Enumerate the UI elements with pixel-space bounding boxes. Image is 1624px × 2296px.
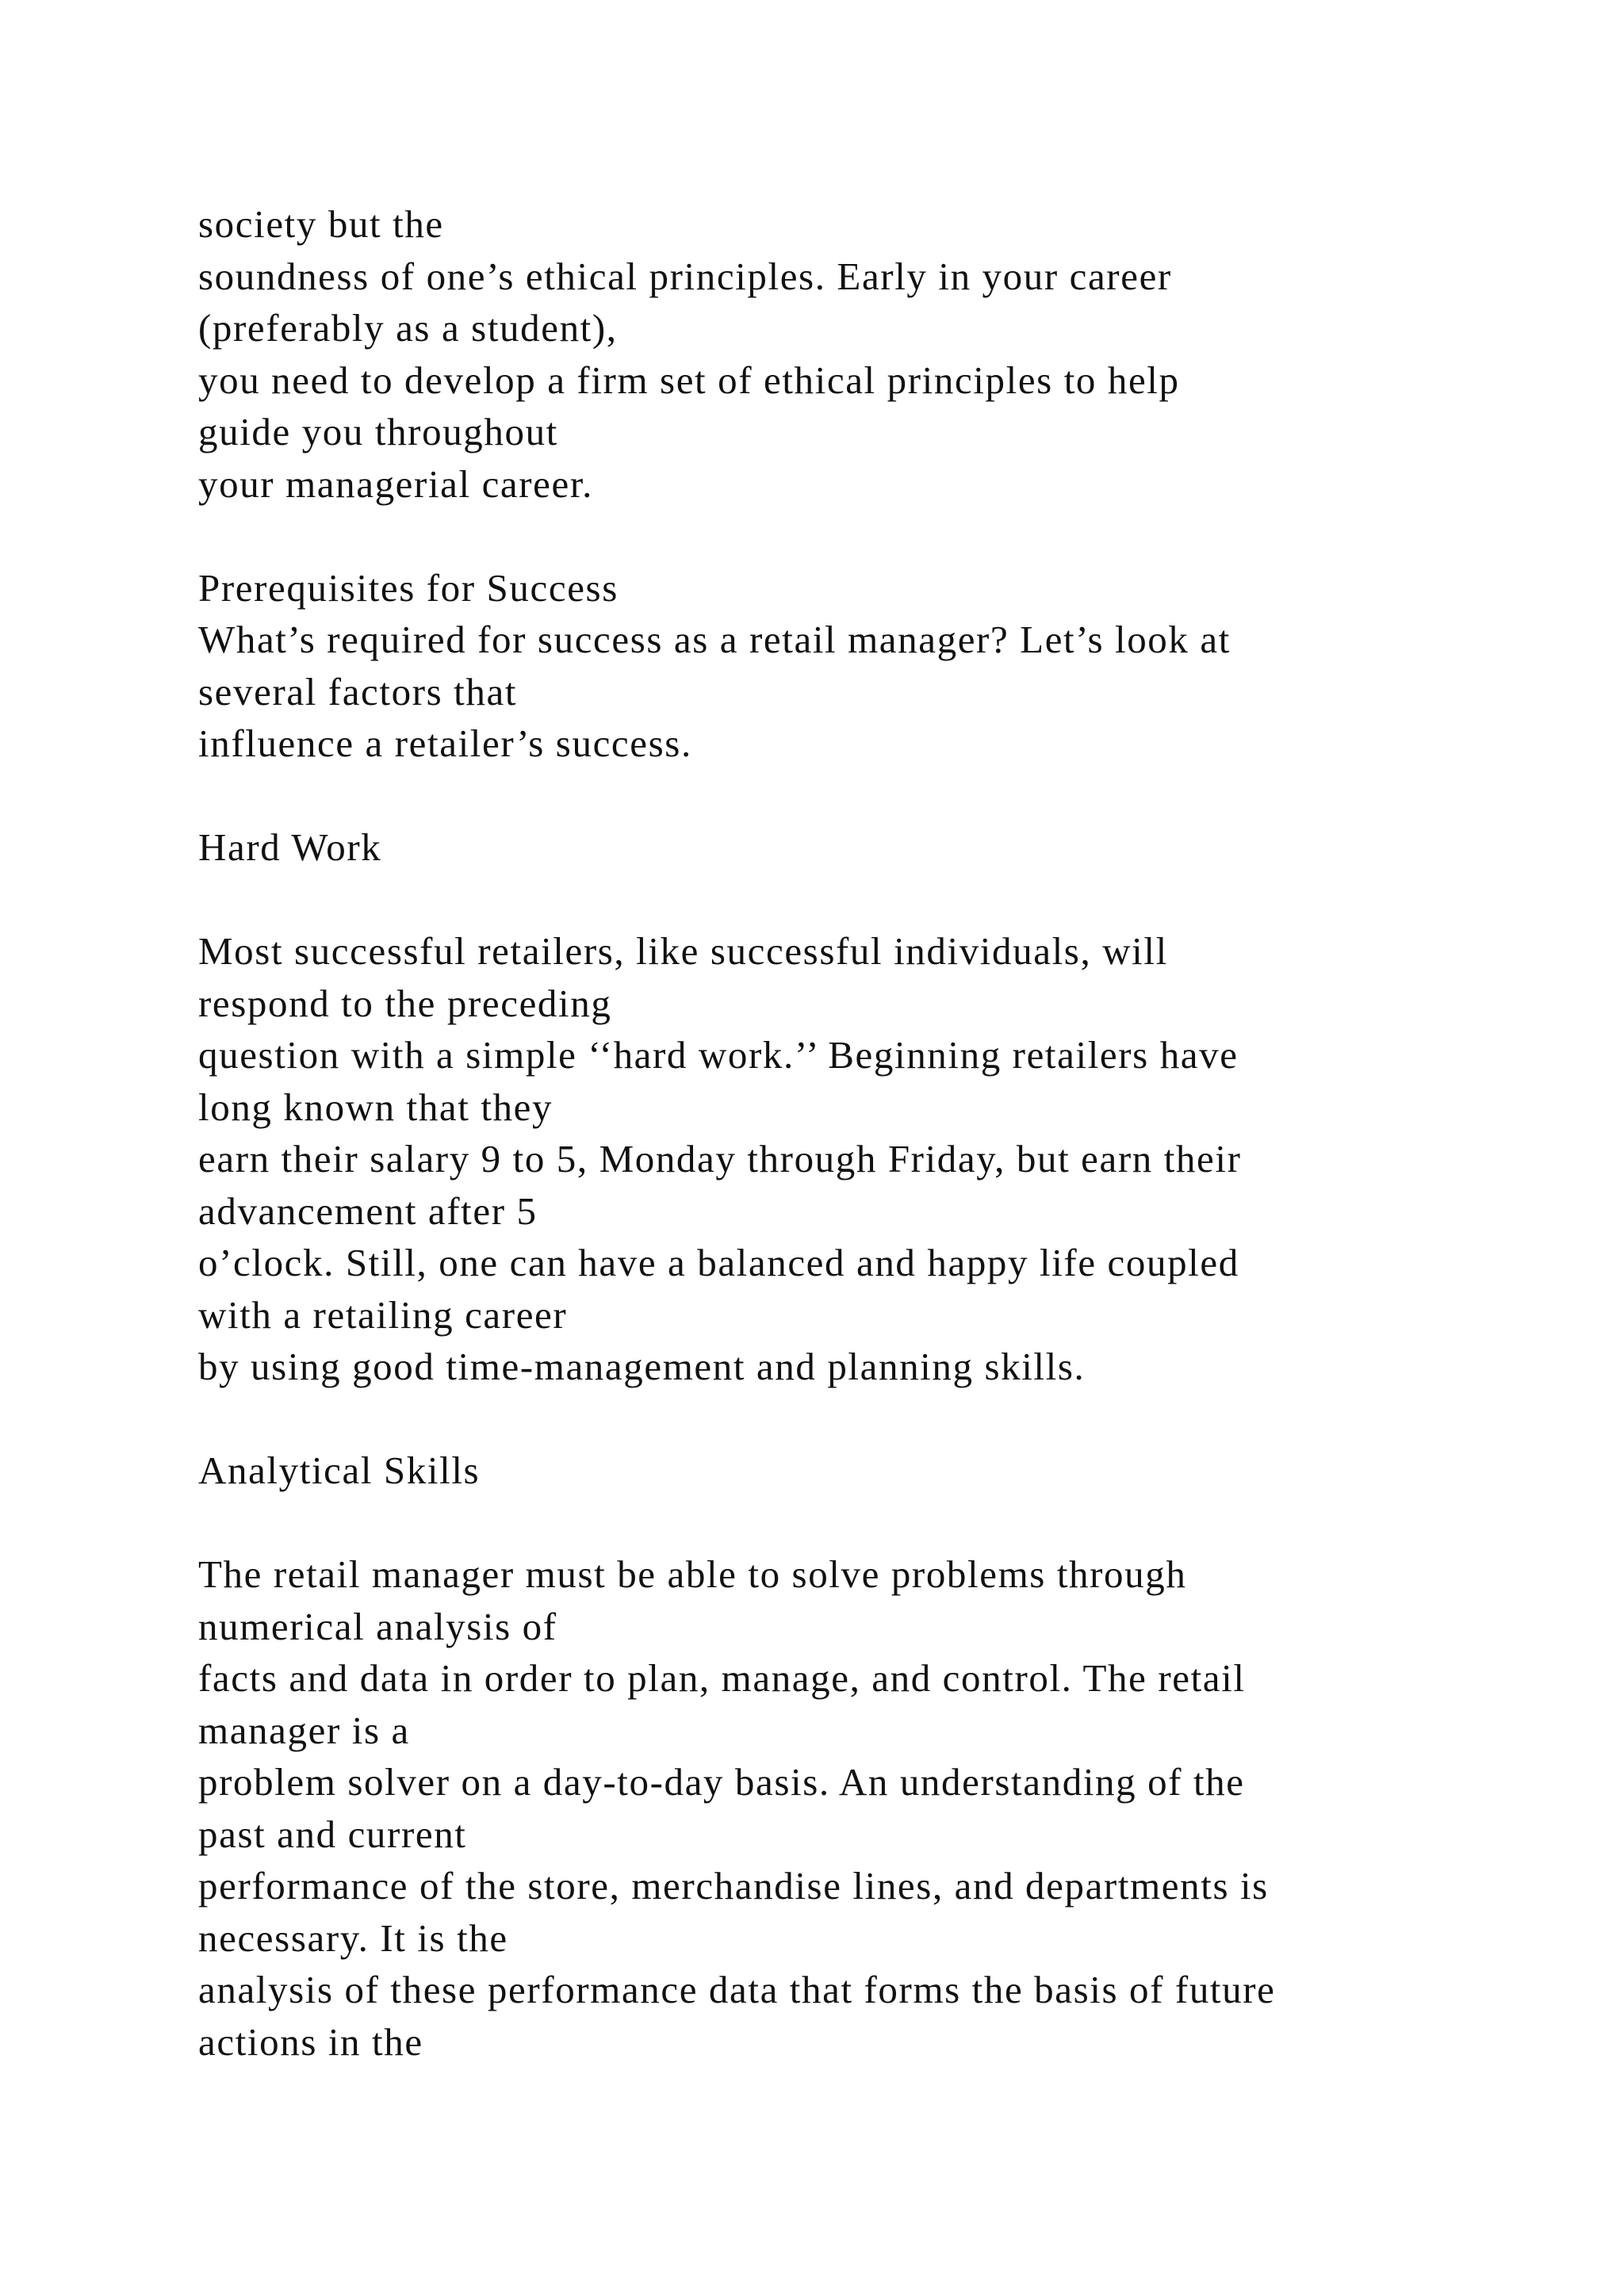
text-line: o’clock. Still, one can have a balanced and happy life coupled [198,1241,1239,1284]
blank-line [198,1393,1546,1445]
blank-line [198,510,1546,562]
text-line: numerical analysis of [198,1604,557,1648]
text-line: (preferably as a student), [198,306,618,350]
text-line: problem solver on a day-to-day basis. An understanding of the [198,1760,1245,1804]
blank-line [198,874,1546,926]
text-line: long known that they [198,1085,553,1129]
document-body [198,198,1546,2068]
text-line: The retail manager must be able to solve problems through [198,1552,1187,1596]
text-line: analysis of these performance data that forms the basis of future [198,1968,1276,2011]
text-line: respond to the preceding [198,981,612,1025]
subheading-text: Hard Work [198,825,382,869]
text-line: performance of the store, merchandise lines, and departments is [198,1864,1269,1908]
paragraph [198,1548,1546,2068]
text-line: Most successful retailers, like successful individuals, will [198,929,1168,973]
text-line: question with a simple ‘‘hard work.’’ Beginning retailers have [198,1033,1239,1077]
text-line: earn their salary 9 to 5, Monday through Friday, but earn their [198,1137,1242,1181]
text-line: you need to develop a firm set of ethical principles to help [198,358,1180,402]
subheading [198,821,1546,874]
text-line: society but the [198,202,444,246]
text-line: past and current [198,1812,467,1856]
paragraph [198,198,1546,510]
text-line: by using good time-management and planning skills. [198,1345,1086,1388]
subheading-text: Analytical Skills [198,1448,481,1492]
section-title: Prerequisites for Success [198,565,619,610]
text-line: several factors that [198,669,518,714]
text-line: manager is a [198,1708,410,1752]
blank-line [198,770,1546,822]
text-line: advancement after 5 [198,1188,538,1233]
text-line: actions in the [198,2019,423,2064]
text-line: What’s required for success as a retail manager? Let’s look at [198,618,1231,661]
text-line: facts and data in order to plan, manage, and control. The retail [198,1656,1246,1700]
text-line: with a retailing career [198,1292,568,1337]
paragraph [198,562,1546,770]
paragraph [198,925,1546,1393]
text-line: your managerial career. [198,461,593,506]
text-line: necessary. It is the [198,1915,508,1960]
text-line: soundness of one’s ethical principles. Early in your career [198,254,1172,298]
text-line: guide you throughout [198,410,558,453]
subheading [198,1445,1546,1497]
text-line: influence a retailer’s success. [198,721,692,765]
blank-line [198,1497,1546,1549]
